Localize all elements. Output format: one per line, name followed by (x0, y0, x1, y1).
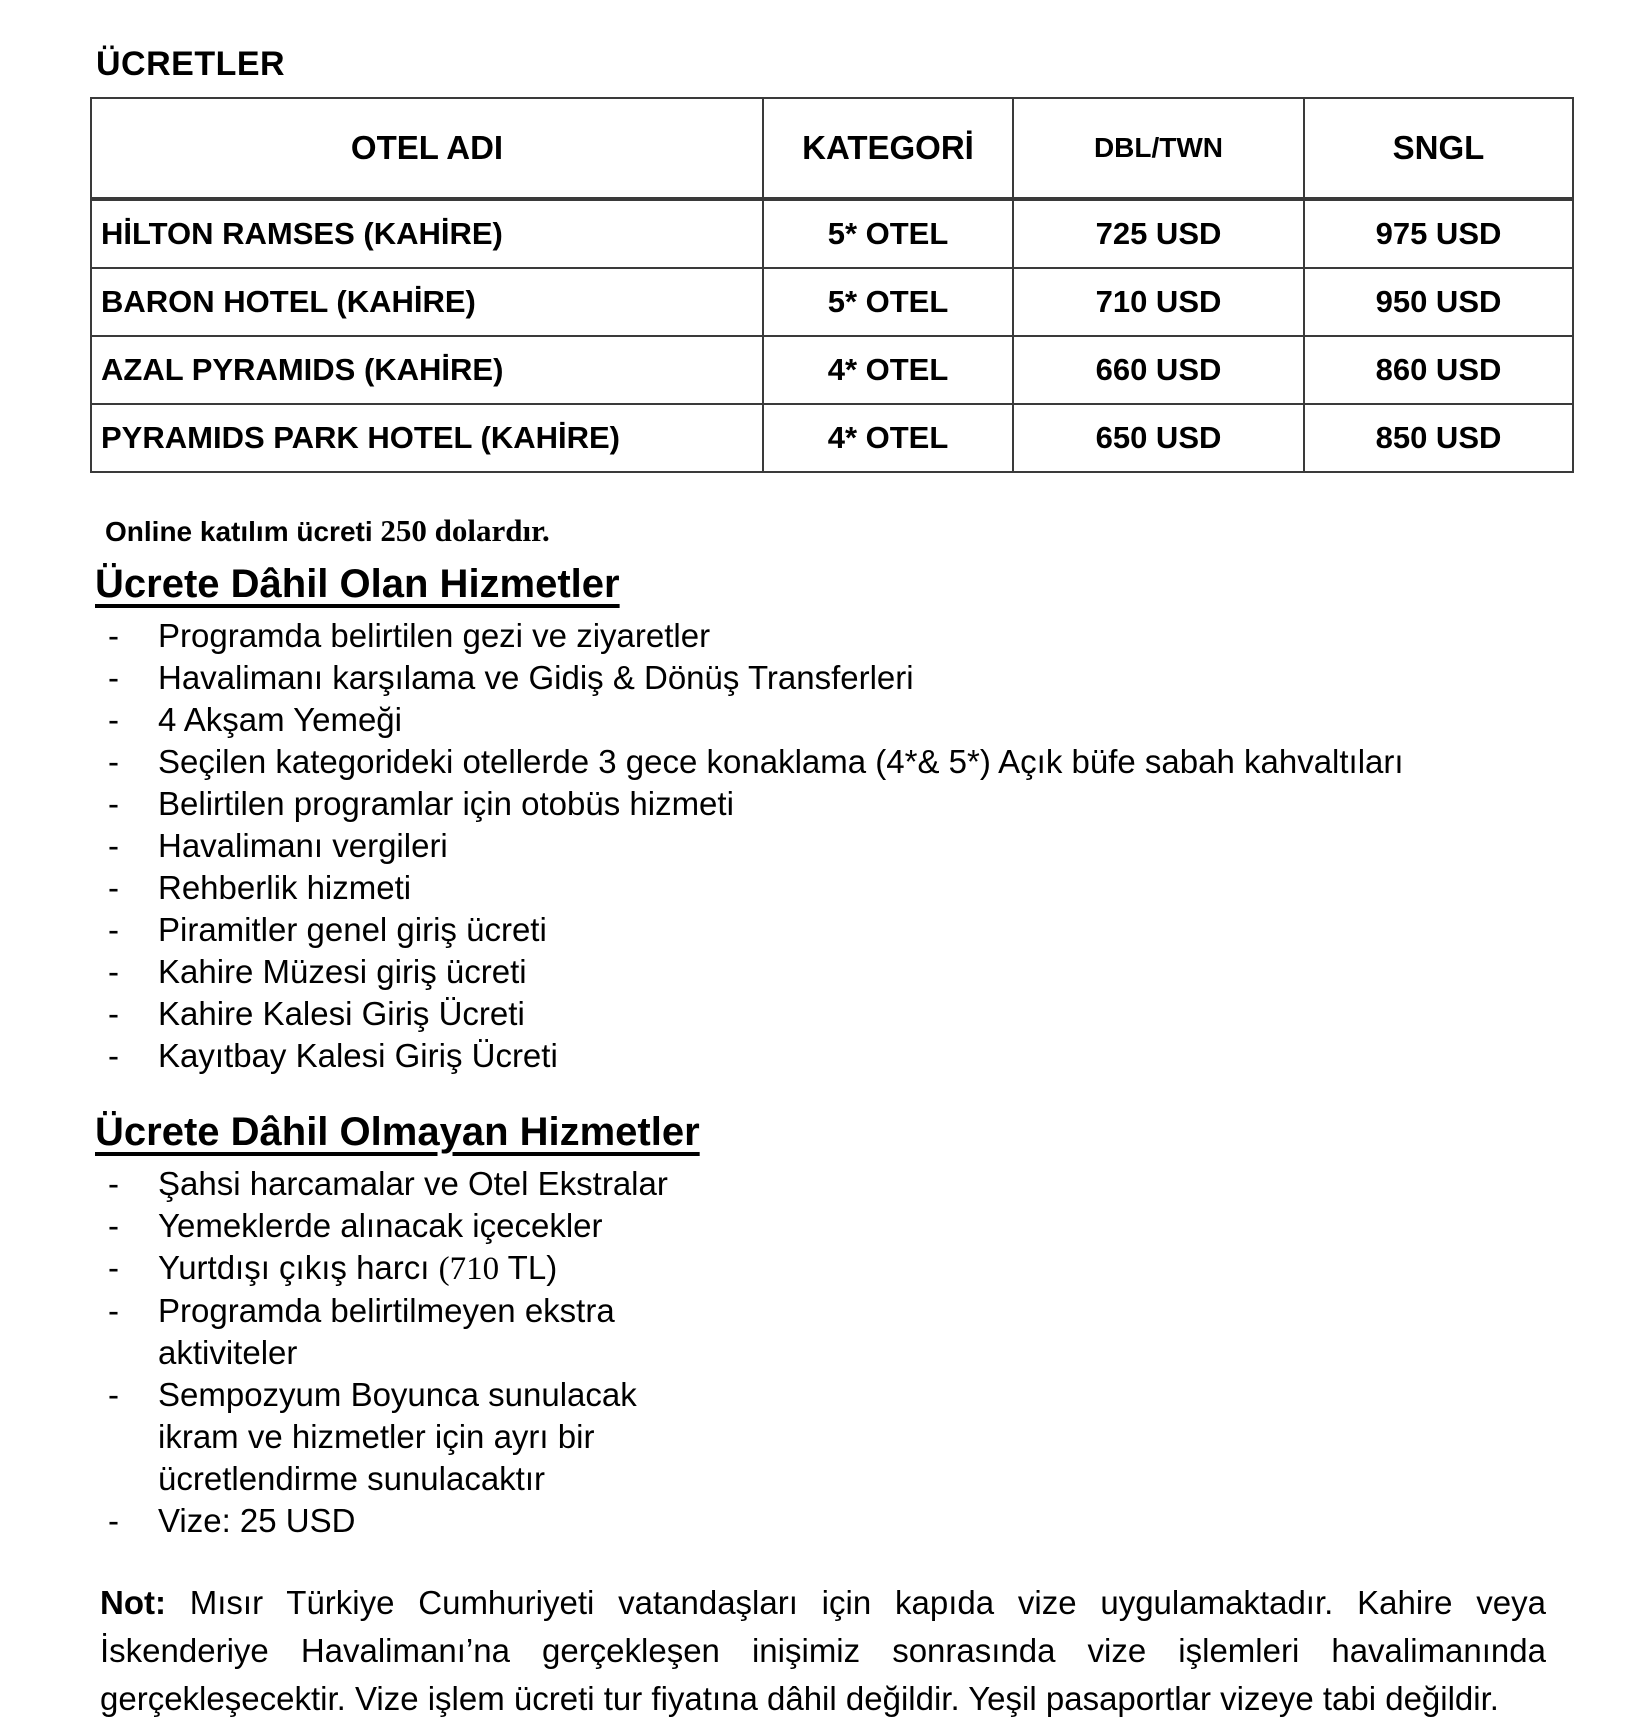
list-item-text: Programda belirtilen gezi ve ziyaretler (158, 617, 711, 654)
list-item-text: Kahire Müzesi giriş ücreti (158, 953, 527, 990)
table-header-row (91, 98, 1573, 199)
category-cell: 4* OTEL (763, 336, 1013, 404)
list-item-text: Rehberlik hizmeti (158, 869, 412, 906)
dash-bullet: - (108, 659, 119, 696)
sngl-price-cell: 860 USD (1304, 336, 1573, 404)
dash-bullet: - (108, 1502, 119, 1539)
list-item (108, 1500, 1636, 1542)
list-item-text: Piramitler genel giriş ücreti (158, 911, 547, 948)
table-row (91, 404, 1573, 472)
list-item (108, 741, 1636, 783)
dbl-price-cell: 660 USD (1013, 336, 1304, 404)
list-item-text: Kahire Kalesi Giriş Ücreti (158, 995, 525, 1032)
table-row (91, 268, 1573, 336)
column-header-hotel-name: OTEL ADI (91, 98, 763, 199)
dash-bullet: - (108, 953, 119, 990)
list-item (108, 867, 1636, 909)
sngl-price-cell: 950 USD (1304, 268, 1573, 336)
list-item (108, 1374, 1636, 1500)
list-item-text: Programda belirtilmeyen ekstra aktiviteler (158, 1292, 615, 1371)
dash-bullet: - (108, 827, 119, 864)
list-item (108, 1163, 1636, 1205)
dash-bullet: - (108, 1165, 119, 1202)
dash-bullet: - (108, 869, 119, 906)
dash-bullet: - (108, 785, 119, 822)
online-participation-fee-note (105, 513, 1636, 549)
dash-bullet: - (108, 1249, 119, 1286)
dash-bullet: - (108, 617, 119, 654)
dbl-price-cell: 650 USD (1013, 404, 1304, 472)
hotel-name-cell: AZAL PYRAMIDS (KAHİRE) (91, 336, 763, 404)
sngl-price-cell: 850 USD (1304, 404, 1573, 472)
hotel-pricing-table (90, 97, 1574, 473)
list-item-text: Havalimanı vergileri (158, 827, 448, 864)
hotel-name-cell: PYRAMIDS PARK HOTEL (KAHİRE) (91, 404, 763, 472)
dbl-price-cell: 725 USD (1013, 199, 1304, 268)
list-item-text: Sempozyum Boyunca sunulacak ikram ve hizmetler için ayrı bir ücretlendirme sunulacaktır (158, 1376, 637, 1497)
dbl-price-cell: 710 USD (1013, 268, 1304, 336)
list-item (108, 783, 1636, 825)
list-item (108, 1035, 1636, 1077)
exit-fee-amount: (710 (438, 1251, 500, 1287)
list-item (108, 825, 1636, 867)
column-header-dbl-twn: DBL/TWN (1013, 98, 1304, 199)
table-row (91, 336, 1573, 404)
exit-fee-currency: TL) (499, 1249, 558, 1286)
list-item-text (158, 1247, 698, 1290)
list-item-text: Kayıtbay Kalesi Giriş Ücreti (158, 1037, 558, 1074)
online-fee-amount: 250 dolardır. (380, 513, 550, 548)
table-row (91, 199, 1573, 268)
list-item-text: Belirtilen programlar için otobüs hizmeti (158, 785, 734, 822)
note-text: Mısır Türkiye Cumhuriyeti vatandaşları için kapıda vize uygulamaktadır. Kahire veya İskenderiye Havalimanı’na gerçekleşen inişimiz sonrasında vize işlemleri havalimanında gerçekleşecektir. Vize işlem ücreti tur fiyatına dâhil değildir. Yeşil pasaportlar vizeye tabi değildir. (100, 1584, 1546, 1717)
dash-bullet: - (108, 1376, 119, 1413)
list-item-text: Havalimanı karşılama ve Gidiş & Dönüş Transferleri (158, 659, 914, 696)
list-item-text: 4 Akşam Yemeği (158, 701, 402, 738)
list-item (108, 909, 1636, 951)
hotel-name-cell: BARON HOTEL (KAHİRE) (91, 268, 763, 336)
column-header-category: KATEGORİ (763, 98, 1013, 199)
list-item (108, 699, 1636, 741)
category-cell: 5* OTEL (763, 268, 1013, 336)
exit-fee-text: Yurtdışı çıkış harcı (158, 1249, 439, 1286)
list-item (108, 615, 1636, 657)
dash-bullet: - (108, 701, 119, 738)
visa-note-paragraph (100, 1579, 1546, 1723)
list-item (108, 657, 1636, 699)
dash-bullet: - (108, 1037, 119, 1074)
sngl-price-cell: 975 USD (1304, 199, 1573, 268)
hotel-name-cell: HİLTON RAMSES (KAHİRE) (91, 199, 763, 268)
list-item (108, 1247, 1636, 1290)
dash-bullet: - (108, 911, 119, 948)
page-title: ÜCRETLER (96, 45, 286, 83)
list-item (108, 951, 1636, 993)
category-cell: 4* OTEL (763, 404, 1013, 472)
excluded-services-heading: Ücrete Dâhil Olmayan Hizmetler (95, 1110, 700, 1154)
list-item-text: Şahsi harcamalar ve Otel Ekstralar (158, 1165, 668, 1202)
online-fee-prefix: Online katılım ücreti (105, 516, 373, 547)
excluded-services-list (90, 1163, 1636, 1542)
list-item-text: Yemeklerde alınacak içecekler (158, 1207, 603, 1244)
note-label: Not: (100, 1584, 166, 1621)
list-item-text: Vize: 25 USD (158, 1502, 356, 1539)
list-item (108, 1205, 1636, 1247)
column-header-sngl: SNGL (1304, 98, 1573, 199)
dash-bullet: - (108, 1292, 119, 1329)
included-services-list (90, 615, 1636, 1077)
list-item (108, 1290, 1636, 1374)
dash-bullet: - (108, 1207, 119, 1244)
included-services-heading: Ücrete Dâhil Olan Hizmetler (95, 562, 620, 606)
list-item-text: Seçilen kategorideki otellerde 3 gece konaklama (4*& 5*) Açık büfe sabah kahvaltıları (158, 743, 1404, 780)
dash-bullet: - (108, 743, 119, 780)
list-item (108, 993, 1636, 1035)
dash-bullet: - (108, 995, 119, 1032)
category-cell: 5* OTEL (763, 199, 1013, 268)
